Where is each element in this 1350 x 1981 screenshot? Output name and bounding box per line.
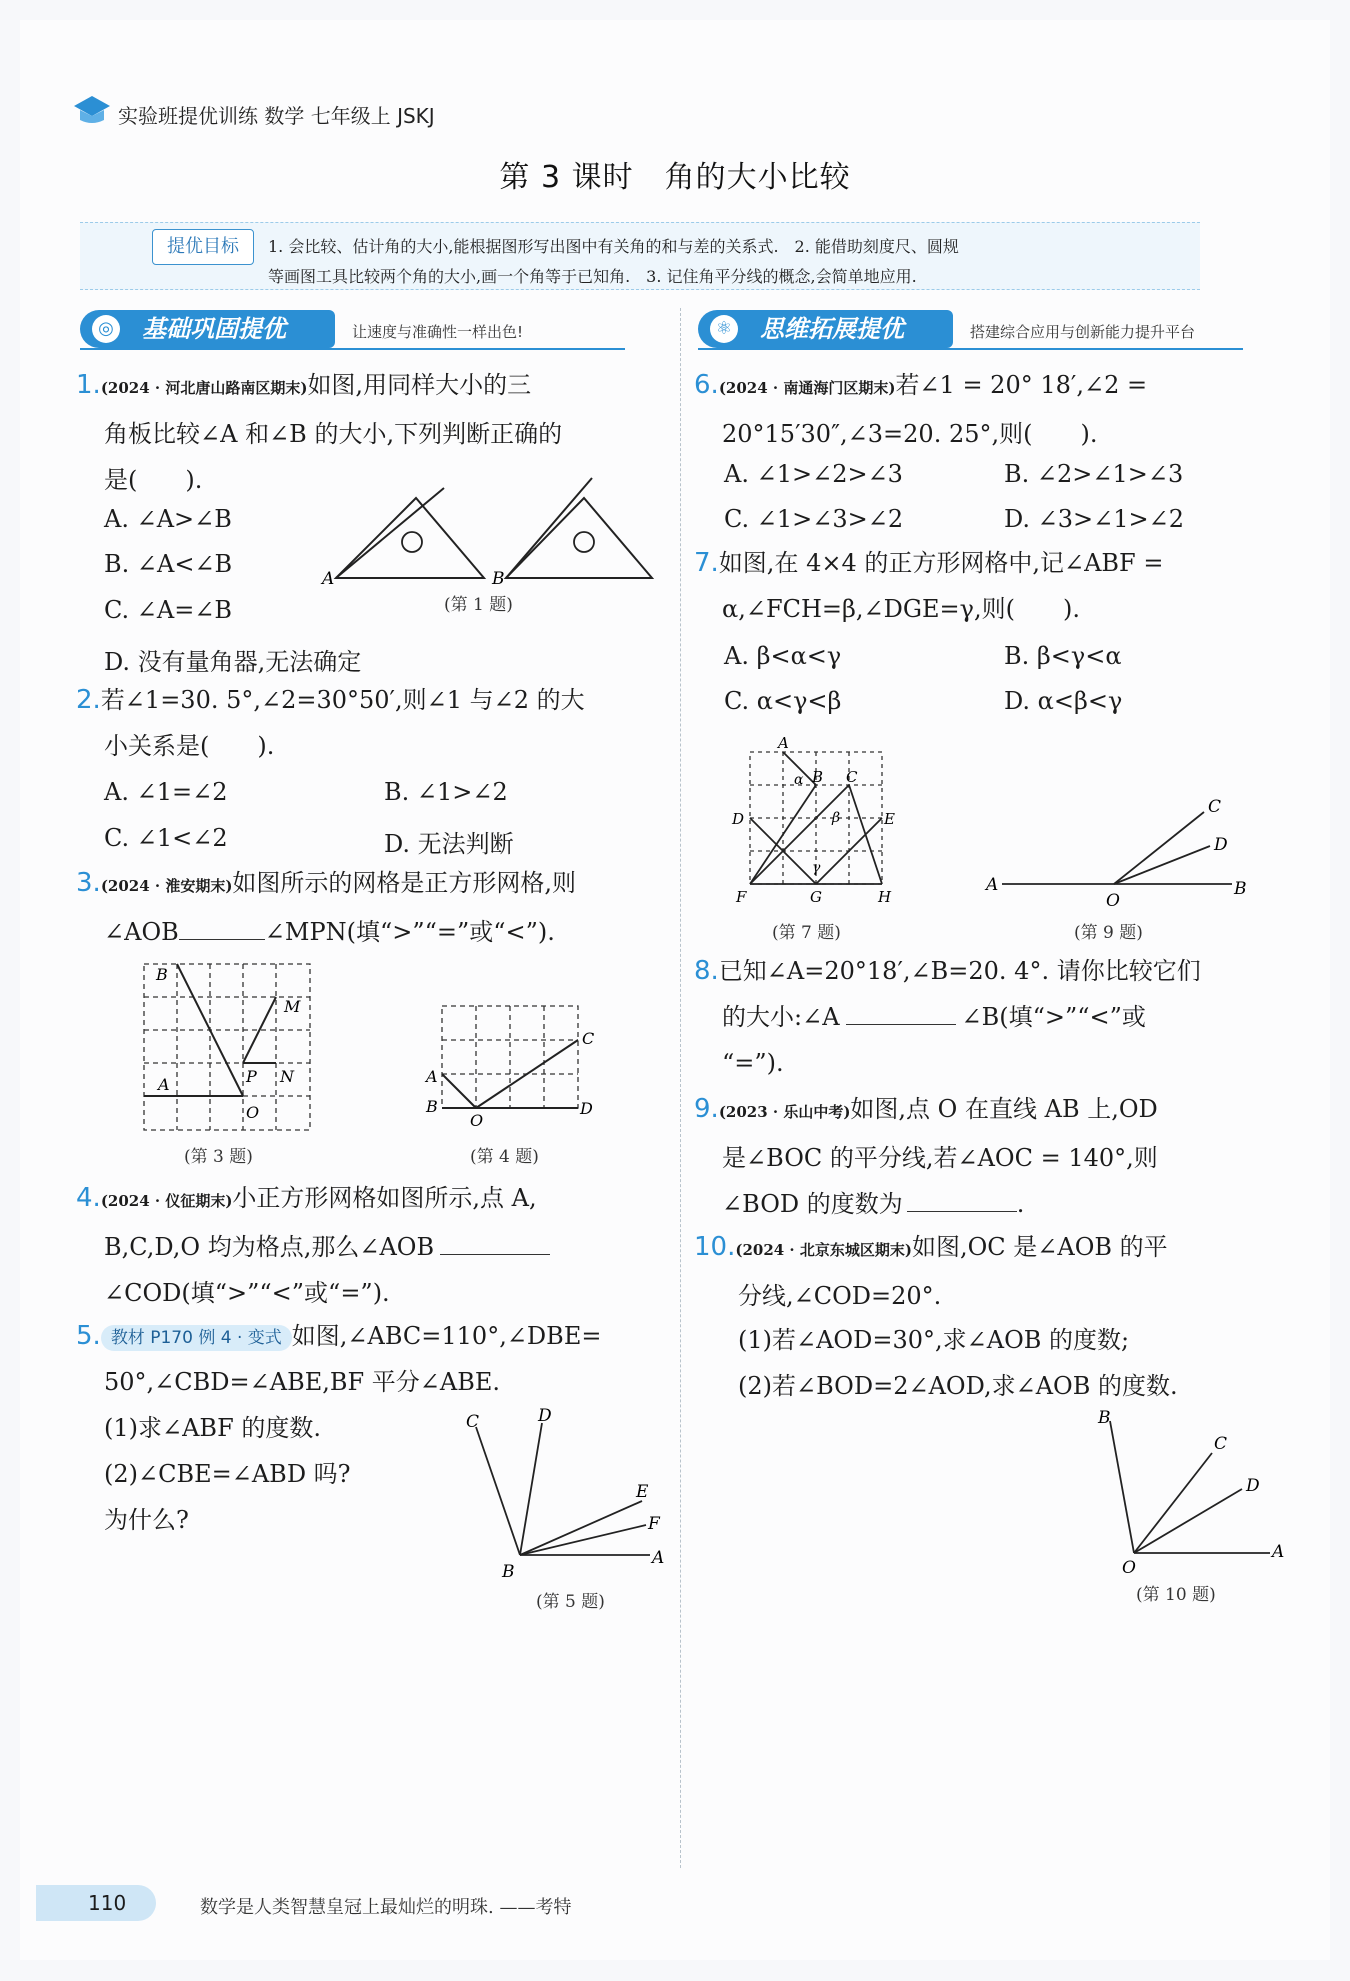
q8-answer-blank[interactable] — [846, 998, 956, 1025]
q7-label-a: A — [778, 734, 789, 752]
q1-label-a: A — [322, 569, 335, 589]
q10-label-c: C — [1214, 1434, 1228, 1454]
q5-label-d: D — [538, 1406, 552, 1426]
q7-caption: (第 7 题) — [772, 923, 841, 943]
q3-label-n: N — [280, 1067, 294, 1086]
q7-option-c: C. α<γ<β — [724, 687, 842, 715]
q9-text-1: 如图,点 O 在直线 AB 上,OD — [850, 1095, 1158, 1123]
q6-option-c: C. ∠1>∠3>∠2 — [724, 505, 904, 533]
q10-number: 10. — [694, 1232, 736, 1262]
q3-label-b: B — [156, 965, 168, 984]
question-6 — [694, 362, 1284, 457]
q7-figure — [722, 732, 912, 912]
section-sub-right: 搭建综合应用与创新能力提升平台 — [970, 323, 1196, 341]
q5-text-2: 50°,∠CBD=∠ABE,BF 平分∠ABE. — [104, 1368, 500, 1396]
q9-answer-blank[interactable] — [907, 1185, 1017, 1212]
q3-label-m: M — [284, 997, 301, 1016]
q1-text-3: 是( ). — [104, 466, 203, 494]
q7-label-e: E — [884, 810, 895, 828]
q10-label-b: B — [1098, 1408, 1111, 1428]
q10-label-a: A — [1272, 1542, 1284, 1562]
section-sub-left: 让速度与准确性一样出色! — [352, 323, 524, 341]
q6-number: 6. — [694, 370, 719, 400]
book-header: 实验班提优训练 数学 七年级上 JSKJ — [118, 104, 435, 128]
q9-source: (2023 · 乐山中考) — [718, 1103, 851, 1121]
q5-label-b: B — [502, 1562, 515, 1582]
q1-option-c: C. ∠A=∠B — [104, 596, 233, 624]
q2-option-c: C. ∠1<∠2 — [104, 824, 228, 852]
q5-label-e: E — [636, 1482, 649, 1502]
footer-quote: 数学是人类智慧皇冠上最灿烂的明珠. ——考特 — [200, 1897, 572, 1918]
q7-option-d: D. α<β<γ — [1004, 687, 1123, 715]
section-title-right: 思维拓展提优 — [760, 315, 904, 343]
q4-text-3: ∠COD(填“>”“<”或“=”). — [104, 1279, 390, 1307]
goal-line-2: 等画图工具比较两个角的大小,画一个角等于已知角. 3. 记住角平分线的概念,会简单地应用. — [268, 267, 917, 286]
q4-source: (2024 · 仪征期末) — [100, 1192, 233, 1210]
question-5 — [76, 1313, 666, 1405]
q10-text-2: 分线,∠COD=20°. — [738, 1282, 942, 1310]
q10-sub-1: (1)若∠AOD=30°,求∠AOB 的度数; — [738, 1326, 1130, 1354]
q7-label-gamma: γ — [812, 860, 821, 876]
q5-sub-1: (1)求∠ABF 的度数. — [104, 1414, 321, 1442]
q2-option-b: B. ∠1>∠2 — [384, 778, 508, 806]
q7-text-2: α,∠FCH=β,∠DGE=γ,则( ). — [722, 595, 1080, 623]
q4-text-2: B,C,D,O 均为格点,那么∠AOB — [104, 1233, 435, 1261]
section-underline-left — [80, 348, 625, 350]
q8-text-3: “=”). — [722, 1049, 784, 1077]
q2-option-a: A. ∠1=∠2 — [104, 778, 228, 806]
q7-label-g: G — [810, 888, 822, 906]
q10-label-d: D — [1246, 1476, 1260, 1496]
q3-label-o: O — [246, 1103, 260, 1122]
q1-source: (2024 · 河北唐山路南区期末) — [100, 379, 308, 397]
q6-option-a: A. ∠1>∠2>∠3 — [724, 460, 903, 488]
q4-number: 4. — [76, 1183, 101, 1213]
q7-label-c: C — [846, 768, 858, 786]
q5-sub-3: 为什么? — [104, 1506, 189, 1534]
q10-figure — [1084, 1405, 1284, 1575]
q3-source: (2024 · 淮安期末) — [100, 877, 233, 895]
section-title-left: 基础巩固提优 — [142, 315, 286, 343]
q9-label-o: O — [1106, 891, 1120, 910]
page-number: 110 — [36, 1885, 156, 1921]
q10-label-o: O — [1122, 1558, 1136, 1575]
q5-sub-2: (2)∠CBE=∠ABD 吗? — [104, 1460, 351, 1488]
q6-option-b: B. ∠2>∠1>∠3 — [1004, 460, 1184, 488]
question-7 — [694, 540, 1284, 632]
q3-text-2b: ∠MPN(填“>”“=”或“<”). — [264, 918, 555, 946]
q8-text-2a: 的大小:∠A — [722, 1003, 840, 1031]
q3-number: 3. — [76, 868, 101, 898]
q7-option-b: B. β<γ<α — [1004, 642, 1122, 670]
q1-caption: (第 1 题) — [444, 595, 513, 615]
q3-text-2a: ∠AOB — [104, 918, 179, 946]
q3-text-1: 如图所示的网格是正方形网格,则 — [232, 869, 577, 897]
q8-text-2b: ∠B(填“>”“<”或 — [961, 1003, 1146, 1031]
q4-label-b: B — [426, 1097, 438, 1116]
q3-figure — [140, 958, 320, 1133]
q9-label-b: B — [1234, 879, 1247, 899]
question-8 — [694, 948, 1284, 1086]
column-divider — [680, 308, 681, 1868]
q10-caption: (第 10 题) — [1136, 1585, 1216, 1605]
q9-label-a: A — [986, 875, 999, 895]
q4-label-o: O — [470, 1111, 484, 1128]
q7-label-d: D — [732, 810, 745, 828]
section-banner-left — [80, 310, 335, 348]
q5-label-c: C — [466, 1412, 480, 1432]
q7-label-alpha: α — [794, 772, 804, 788]
goal-line-1: 1. 会比较、估计角的大小,能根据图形写出图中有关角的和与差的关系式. 2. 能借助刻度尺、圆规 — [268, 237, 959, 256]
q7-number: 7. — [694, 548, 719, 578]
question-4 — [76, 1175, 666, 1316]
q6-option-d: D. ∠3>∠1>∠2 — [1004, 505, 1184, 533]
q4-label-c: C — [582, 1029, 595, 1048]
page-title: 第 3 课时 角的大小比较 — [499, 160, 851, 195]
q1-figure — [316, 470, 666, 600]
q9-figure — [982, 790, 1262, 910]
q3-answer-blank[interactable] — [179, 913, 265, 940]
q10-source: (2024 · 北京东城区期末) — [735, 1241, 912, 1259]
q1-number: 1. — [76, 370, 101, 400]
atom-icon: ⚛ — [710, 315, 738, 343]
question-9: 9.(2023 · 乐山中考)如图,点 O 在直线 AB 上,OD 是∠BOC 的平分线,若∠AOC = 140°,则 ∠BOD 的度数为 . — [694, 1094, 1158, 1218]
question-2 — [76, 677, 666, 769]
q1-text-2: 角板比较∠A 和∠B 的大小,下列判断正确的 — [104, 420, 563, 448]
q4-text-1: 小正方形网格如图所示,点 A, — [232, 1184, 537, 1212]
q5-number: 5. — [76, 1321, 101, 1351]
q8-text-1: 已知∠A=20°18′,∠B=20. 4°. 请你比较它们 — [718, 957, 1201, 985]
q7-label-b: B — [812, 768, 824, 786]
q5-caption: (第 5 题) — [536, 1592, 605, 1612]
q7-text-1: 如图,在 4×4 的正方形网格中,记∠ABF = — [718, 549, 1164, 577]
q7-label-beta: β — [832, 810, 841, 826]
q5-text-1: 如图,∠ABC=110°,∠DBE= — [291, 1322, 602, 1350]
q2-number: 2. — [76, 685, 101, 715]
q4-figure — [420, 998, 600, 1128]
q5-figure — [460, 1405, 680, 1585]
q5-label-a: A — [652, 1548, 665, 1568]
q1-option-b: B. ∠A<∠B — [104, 550, 233, 578]
q9-number: 9. — [694, 1094, 719, 1124]
q1-option-d: D. 没有量角器,无法确定 — [104, 648, 362, 676]
q4-answer-blank[interactable] — [440, 1228, 550, 1255]
q1-option-a: A. ∠A>∠B — [104, 505, 232, 533]
q9-label-c: C — [1208, 797, 1222, 817]
q6-text-2: 20°15′30″,∠3=20. 25°,则( ). — [722, 420, 1098, 448]
goal-text — [268, 232, 1188, 292]
q7-label-f: F — [736, 888, 747, 906]
q2-option-d: D. 无法判断 — [384, 830, 514, 858]
q4-caption: (第 4 题) — [470, 1147, 539, 1167]
q9-text-3: ∠BOD 的度数为 — [722, 1190, 903, 1218]
q4-label-a: A — [426, 1067, 438, 1086]
goal-tag: 提优目标 — [152, 229, 254, 265]
q3-label-a: A — [158, 1075, 170, 1094]
q9-caption: (第 9 题) — [1074, 923, 1143, 943]
q1-text-1: 如图,用同样大小的三 — [307, 371, 532, 399]
q8-number: 8. — [694, 956, 719, 986]
q3-label-p: P — [246, 1067, 257, 1086]
question-3 — [76, 860, 666, 955]
section-underline-right — [698, 348, 1243, 350]
target-icon: ◎ — [92, 315, 120, 343]
q4-label-d: D — [580, 1099, 593, 1118]
q3-caption: (第 3 题) — [184, 1147, 253, 1167]
q2-text-1: 若∠1=30. 5°,∠2=30°50′,则∠1 与∠2 的大 — [100, 686, 585, 714]
q9-text-2: 是∠BOC 的平分线,若∠AOC = 140°,则 — [722, 1144, 1158, 1172]
q6-source: (2024 · 南通海门区期末) — [718, 379, 896, 397]
q7-option-a: A. β<α<γ — [724, 642, 842, 670]
q6-text-1: 若∠1 = 20° 18′,∠2 = — [895, 371, 1148, 399]
q5-textbook-tag: 教材 P170 例 4 · 变式 — [101, 1325, 292, 1351]
q7-label-h: H — [878, 888, 892, 906]
q1-label-b: B — [492, 569, 505, 589]
q5-label-f: F — [648, 1514, 660, 1534]
q2-text-2: 小关系是( ). — [104, 732, 275, 760]
q9-label-d: D — [1214, 835, 1228, 855]
section-banner-right — [698, 310, 953, 348]
question-10 — [694, 1224, 1284, 1319]
q10-sub-2: (2)若∠BOD=2∠AOD,求∠AOB 的度数. — [738, 1372, 1178, 1400]
q10-text-1: 如图,OC 是∠AOB 的平 — [911, 1233, 1168, 1261]
